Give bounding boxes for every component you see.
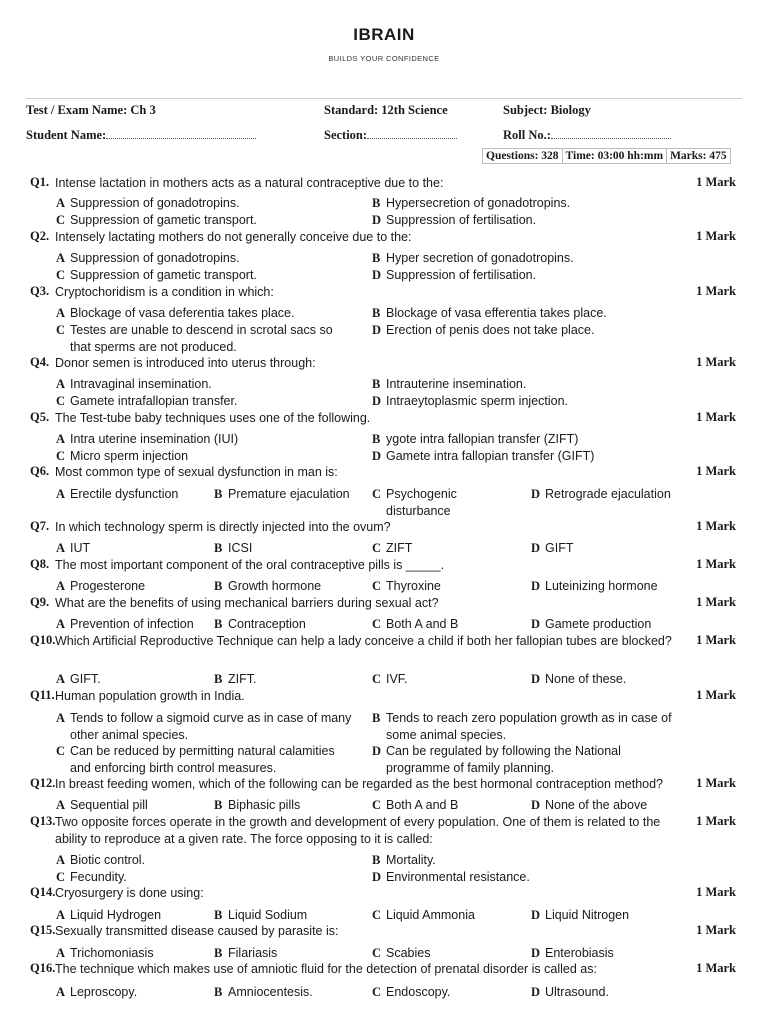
option-text: Psychogenic disturbance xyxy=(386,487,457,518)
option-letter: B xyxy=(372,432,381,446)
option-text: Tends to follow a sigmoid curve as in case of many other animal species. xyxy=(70,711,352,742)
option-letter: D xyxy=(372,870,382,884)
option-a xyxy=(56,195,356,212)
option-text: Thyroxine xyxy=(386,579,441,593)
question-mark: 1 Mark xyxy=(696,885,736,899)
question-mark: 1 Mark xyxy=(696,464,736,478)
option-c xyxy=(372,578,527,595)
question-number: Q3. xyxy=(30,284,50,298)
option-text: Fecundity. xyxy=(70,870,127,884)
option-c xyxy=(372,945,527,962)
question-text: Most common type of sexual dysfunction in man is: xyxy=(55,465,338,479)
option-a xyxy=(56,907,211,924)
section-blank xyxy=(367,127,457,139)
question-number: Q2. xyxy=(30,229,50,243)
brand-title: IBRAIN xyxy=(353,25,415,44)
option-letter: D xyxy=(531,617,541,631)
option-text: Biotic control. xyxy=(70,853,146,867)
question-mark: 1 Mark xyxy=(696,633,736,647)
option-text: Intraeytoplasmic sperm injection. xyxy=(386,394,569,408)
question-number: Q9. xyxy=(30,595,50,609)
option-text: ygote intra fallopian transfer (ZIFT) xyxy=(386,432,579,446)
student-name-blank xyxy=(106,127,256,139)
student-name-field xyxy=(26,127,256,143)
roll-no-blank xyxy=(551,127,671,139)
option-text: Amniocentesis. xyxy=(228,985,313,999)
option-letter: A xyxy=(56,377,66,391)
option-letter: C xyxy=(56,268,66,282)
question-text: Cryosurgery is done using: xyxy=(55,886,204,900)
option-letter: D xyxy=(372,449,382,463)
option-c xyxy=(372,671,527,688)
option-d xyxy=(372,393,732,410)
question-number: Q13. xyxy=(30,814,56,828)
option-d xyxy=(372,322,732,339)
option-b xyxy=(214,578,369,595)
option-letter: C xyxy=(372,798,382,812)
option-b xyxy=(214,540,369,557)
option-letter: A xyxy=(56,196,66,210)
option-letter: C xyxy=(372,541,382,555)
option-text: IUT xyxy=(70,541,91,555)
option-letter: B xyxy=(214,908,223,922)
option-text: Liquid Hydrogen xyxy=(70,908,162,922)
option-text: Luteinizing hormone xyxy=(545,579,658,593)
option-b xyxy=(372,431,732,448)
option-text: None of these. xyxy=(545,672,627,686)
option-letter: B xyxy=(214,985,223,999)
question-text: What are the benefits of using mechanical barriers during sexual act? xyxy=(55,596,439,610)
option-b xyxy=(372,250,732,267)
option-d xyxy=(372,869,732,886)
option-text: Erection of penis does not take place. xyxy=(386,323,595,337)
option-c xyxy=(56,393,356,410)
option-text: Enterobiasis xyxy=(545,946,614,960)
option-b xyxy=(214,671,369,688)
option-b xyxy=(372,710,692,743)
option-letter: C xyxy=(372,985,382,999)
option-text: Both A and B xyxy=(386,617,459,631)
option-c xyxy=(372,907,527,924)
option-text: Suppression of gametic transport. xyxy=(70,213,257,227)
option-text: Mortality. xyxy=(386,853,436,867)
roll-no-label: Roll No.: xyxy=(503,128,551,142)
option-letter: A xyxy=(56,251,66,265)
option-c xyxy=(56,743,356,776)
question-text: Cryptochoridism is a condition in which: xyxy=(55,285,274,299)
option-text: Premature ejaculation xyxy=(228,487,350,501)
option-letter: C xyxy=(56,870,66,884)
option-a xyxy=(56,431,356,448)
option-text: Filariasis xyxy=(228,946,278,960)
option-a xyxy=(56,852,356,869)
option-text: ZIFT xyxy=(386,541,413,555)
option-letter: D xyxy=(372,323,382,337)
question-mark: 1 Mark xyxy=(696,519,736,533)
option-a xyxy=(56,486,211,503)
option-letter: A xyxy=(56,672,66,686)
option-text: Progesterone xyxy=(70,579,146,593)
option-a xyxy=(56,984,211,1001)
section-label: Section: xyxy=(324,128,368,142)
option-letter: D xyxy=(531,541,541,555)
option-text: Intravaginal insemination. xyxy=(70,377,212,391)
option-letter: A xyxy=(56,432,66,446)
option-letter: B xyxy=(372,377,381,391)
option-a xyxy=(56,616,211,633)
question-text: Sexually transmitted disease caused by parasite is: xyxy=(55,924,339,938)
option-a xyxy=(56,671,211,688)
option-letter: D xyxy=(372,268,382,282)
question-number: Q7. xyxy=(30,519,50,533)
option-letter: D xyxy=(531,672,541,686)
option-d xyxy=(531,907,731,924)
option-b xyxy=(372,376,732,393)
option-text: Ultrasound. xyxy=(545,985,609,999)
option-text: Liquid Sodium xyxy=(228,908,308,922)
option-d xyxy=(531,797,731,814)
question-number: Q6. xyxy=(30,464,50,478)
option-text: Blockage of vasa efferentia takes place. xyxy=(386,306,607,320)
question-text: Donor semen is introduced into uterus through: xyxy=(55,356,316,370)
option-letter: D xyxy=(372,394,382,408)
question-number: Q5. xyxy=(30,410,50,424)
option-letter: D xyxy=(531,798,541,812)
question-number: Q12. xyxy=(30,776,56,790)
question-mark: 1 Mark xyxy=(696,175,736,189)
option-d xyxy=(531,671,731,688)
option-letter: A xyxy=(56,711,66,725)
option-letter: B xyxy=(372,711,381,725)
option-b xyxy=(214,486,369,503)
question-number: Q8. xyxy=(30,557,50,571)
option-letter: C xyxy=(372,487,382,501)
option-b xyxy=(214,984,369,1001)
option-letter: A xyxy=(56,306,66,320)
question-mark: 1 Mark xyxy=(696,923,736,937)
option-a xyxy=(56,710,356,743)
question-text: Two opposite forces operate in the growth and development of every population. One of them is related to the ability to reproduce at a given rate. The force opposing to it is called: xyxy=(55,815,661,846)
option-text: Can be reduced by permitting natural calamities and enforcing birth control measures. xyxy=(70,744,335,775)
option-letter: A xyxy=(56,798,66,812)
option-letter: C xyxy=(56,744,66,758)
option-a xyxy=(56,250,356,267)
question-mark: 1 Mark xyxy=(696,557,736,571)
option-letter: A xyxy=(56,985,66,999)
option-letter: C xyxy=(372,617,382,631)
option-letter: B xyxy=(214,672,223,686)
option-d xyxy=(531,616,731,633)
question-mark: 1 Mark xyxy=(696,229,736,243)
total-marks: Marks: 475 xyxy=(666,149,730,163)
question-text: The most important component of the oral contraceptive pills is _____. xyxy=(55,558,445,572)
option-text: Tends to reach zero population growth as in case of some animal species. xyxy=(386,711,672,742)
question-mark: 1 Mark xyxy=(696,688,736,702)
questions-count: Questions: 328 xyxy=(486,150,559,162)
question-text: The Test-tube baby techniques uses one of the following. xyxy=(55,411,371,425)
question-number: Q11. xyxy=(30,688,55,702)
brand-tagline: BUILDS YOUR CONFIDENCE xyxy=(328,54,440,63)
option-text: Leproscopy. xyxy=(70,985,138,999)
option-text: Endoscopy. xyxy=(386,985,451,999)
option-text: ZIFT. xyxy=(228,672,257,686)
option-c xyxy=(56,212,356,229)
option-a xyxy=(56,945,211,962)
option-c xyxy=(56,869,356,886)
option-a xyxy=(56,578,211,595)
option-letter: C xyxy=(56,323,66,337)
standard: Standard: 12th Science xyxy=(324,103,448,117)
option-text: Micro sperm injection xyxy=(70,449,189,463)
option-letter: D xyxy=(372,744,382,758)
option-c xyxy=(372,797,527,814)
roll-no-field xyxy=(503,127,671,143)
option-letter: C xyxy=(372,672,382,686)
option-d xyxy=(372,212,732,229)
option-b xyxy=(372,305,732,322)
question-number: Q4. xyxy=(30,355,50,369)
option-text: GIFT. xyxy=(70,672,101,686)
option-d xyxy=(372,448,732,465)
option-d xyxy=(531,945,731,962)
option-letter: B xyxy=(214,487,223,501)
option-b xyxy=(214,797,369,814)
option-a xyxy=(56,540,211,557)
time-limit: Time: 03:00 hh:mm xyxy=(562,149,667,163)
option-c xyxy=(56,267,356,284)
option-letter: A xyxy=(56,487,66,501)
option-letter: C xyxy=(56,213,66,227)
option-text: Retrograde ejaculation xyxy=(545,487,671,501)
option-c xyxy=(372,616,527,633)
option-text: Blockage of vasa deferentia takes place. xyxy=(70,306,295,320)
option-text: Erectile dysfunction xyxy=(70,487,179,501)
option-letter: A xyxy=(56,541,66,555)
option-text: Hyper secretion of gonadotropins. xyxy=(386,251,574,265)
option-letter: B xyxy=(214,617,223,631)
option-text: Scabies xyxy=(386,946,431,960)
option-letter: D xyxy=(531,908,541,922)
option-c xyxy=(372,984,527,1001)
option-letter: A xyxy=(56,579,66,593)
option-letter: D xyxy=(372,213,382,227)
option-text: Growth hormone xyxy=(228,579,322,593)
option-c xyxy=(56,448,356,465)
option-d xyxy=(531,578,731,595)
option-text: Gamete intrafallopian transfer. xyxy=(70,394,238,408)
option-letter: B xyxy=(214,579,223,593)
option-text: Suppression of gonadotropins. xyxy=(70,251,240,265)
option-b xyxy=(214,616,369,633)
option-c xyxy=(56,322,346,355)
option-letter: B xyxy=(214,946,223,960)
option-b xyxy=(372,195,732,212)
question-mark: 1 Mark xyxy=(696,814,736,828)
option-letter: B xyxy=(372,251,381,265)
question-mark: 1 Mark xyxy=(696,410,736,424)
option-d xyxy=(531,540,731,557)
option-c xyxy=(372,486,512,519)
option-d xyxy=(372,267,732,284)
option-text: IVF. xyxy=(386,672,408,686)
option-text: Biphasic pills xyxy=(228,798,301,812)
option-a xyxy=(56,376,356,393)
option-text: GIFT xyxy=(545,541,574,555)
question-text: Intense lactation in mothers acts as a natural contraceptive due to the: xyxy=(55,176,444,190)
question-number: Q1. xyxy=(30,175,50,189)
option-text: Gamete intra fallopian transfer (GIFT) xyxy=(386,449,595,463)
section-field xyxy=(324,127,457,143)
option-letter: C xyxy=(56,449,66,463)
option-text: Liquid Nitrogen xyxy=(545,908,630,922)
question-number: Q15. xyxy=(30,923,56,937)
option-d xyxy=(531,486,731,503)
option-b xyxy=(372,852,732,869)
option-letter: A xyxy=(56,946,66,960)
option-text: Suppression of fertilisation. xyxy=(386,268,537,282)
header-divider xyxy=(26,98,742,99)
question-number: Q10. xyxy=(30,633,56,647)
question-text: Intensely lactating mothers do not generally conceive due to the: xyxy=(55,230,412,244)
option-letter: A xyxy=(56,617,66,631)
option-b xyxy=(214,945,369,962)
option-letter: C xyxy=(56,394,66,408)
option-text: Suppression of gonadotropins. xyxy=(70,196,240,210)
question-text: The technique which makes use of amniotic fluid for the detection of prenatal disorder is called as: xyxy=(55,962,597,976)
option-text: Testes are unable to descend in scrotal sacs so that sperms are not produced. xyxy=(70,323,333,354)
option-letter: B xyxy=(372,306,381,320)
exam-meta-box xyxy=(482,148,731,164)
option-text: Both A and B xyxy=(386,798,459,812)
question-mark: 1 Mark xyxy=(696,355,736,369)
option-text: Intra uterine insemination (IUI) xyxy=(70,432,239,446)
question-number: Q16. xyxy=(30,961,56,975)
option-text: Prevention of infection xyxy=(70,617,194,631)
option-text: Can be regulated by following the National programme of family planning. xyxy=(386,744,621,775)
option-text: ICSI xyxy=(228,541,253,555)
option-letter: D xyxy=(531,487,541,501)
question-mark: 1 Mark xyxy=(696,961,736,975)
option-text: Sequential pill xyxy=(70,798,148,812)
option-text: Gamete production xyxy=(545,617,652,631)
option-c xyxy=(372,540,527,557)
question-number: Q14. xyxy=(30,885,56,899)
option-letter: C xyxy=(372,579,382,593)
option-b xyxy=(214,907,369,924)
option-a xyxy=(56,797,211,814)
student-name-label: Student Name: xyxy=(26,128,107,142)
question-text: Human population growth in India. xyxy=(55,689,245,703)
subject: Subject: Biology xyxy=(503,103,591,117)
question-mark: 1 Mark xyxy=(696,776,736,790)
option-letter: B xyxy=(372,196,381,210)
option-text: None of the above xyxy=(545,798,648,812)
option-text: Environmental resistance. xyxy=(386,870,530,884)
option-letter: C xyxy=(372,908,382,922)
option-text: Suppression of fertilisation. xyxy=(386,213,537,227)
option-letter: C xyxy=(372,946,382,960)
question-mark: 1 Mark xyxy=(696,595,736,609)
option-d xyxy=(372,743,672,776)
question-text: In breast feeding women, which of the following can be regarded as the best hormonal contraception method? xyxy=(55,777,664,791)
option-d xyxy=(531,984,731,1001)
exam-name: Test / Exam Name: Ch 3 xyxy=(26,103,156,117)
question-text: Which Artificial Reproductive Technique can help a lady conceive a child if both her fallopian tubes are blocked? xyxy=(55,634,672,648)
option-letter: D xyxy=(531,579,541,593)
option-text: Intrauterine insemination. xyxy=(386,377,527,391)
option-text: Contraception xyxy=(228,617,306,631)
option-text: Suppression of gametic transport. xyxy=(70,268,257,282)
option-letter: D xyxy=(531,946,541,960)
option-letter: A xyxy=(56,908,66,922)
option-letter: A xyxy=(56,853,66,867)
option-text: Trichomoniasis xyxy=(70,946,154,960)
question-text: In which technology sperm is directly injected into the ovum? xyxy=(55,520,391,534)
question-mark: 1 Mark xyxy=(696,284,736,298)
option-text: Hypersecretion of gonadotropins. xyxy=(386,196,571,210)
option-letter: B xyxy=(372,853,381,867)
option-letter: B xyxy=(214,798,223,812)
option-text: Liquid Ammonia xyxy=(386,908,475,922)
option-letter: D xyxy=(531,985,541,999)
option-a xyxy=(56,305,356,322)
option-letter: B xyxy=(214,541,223,555)
